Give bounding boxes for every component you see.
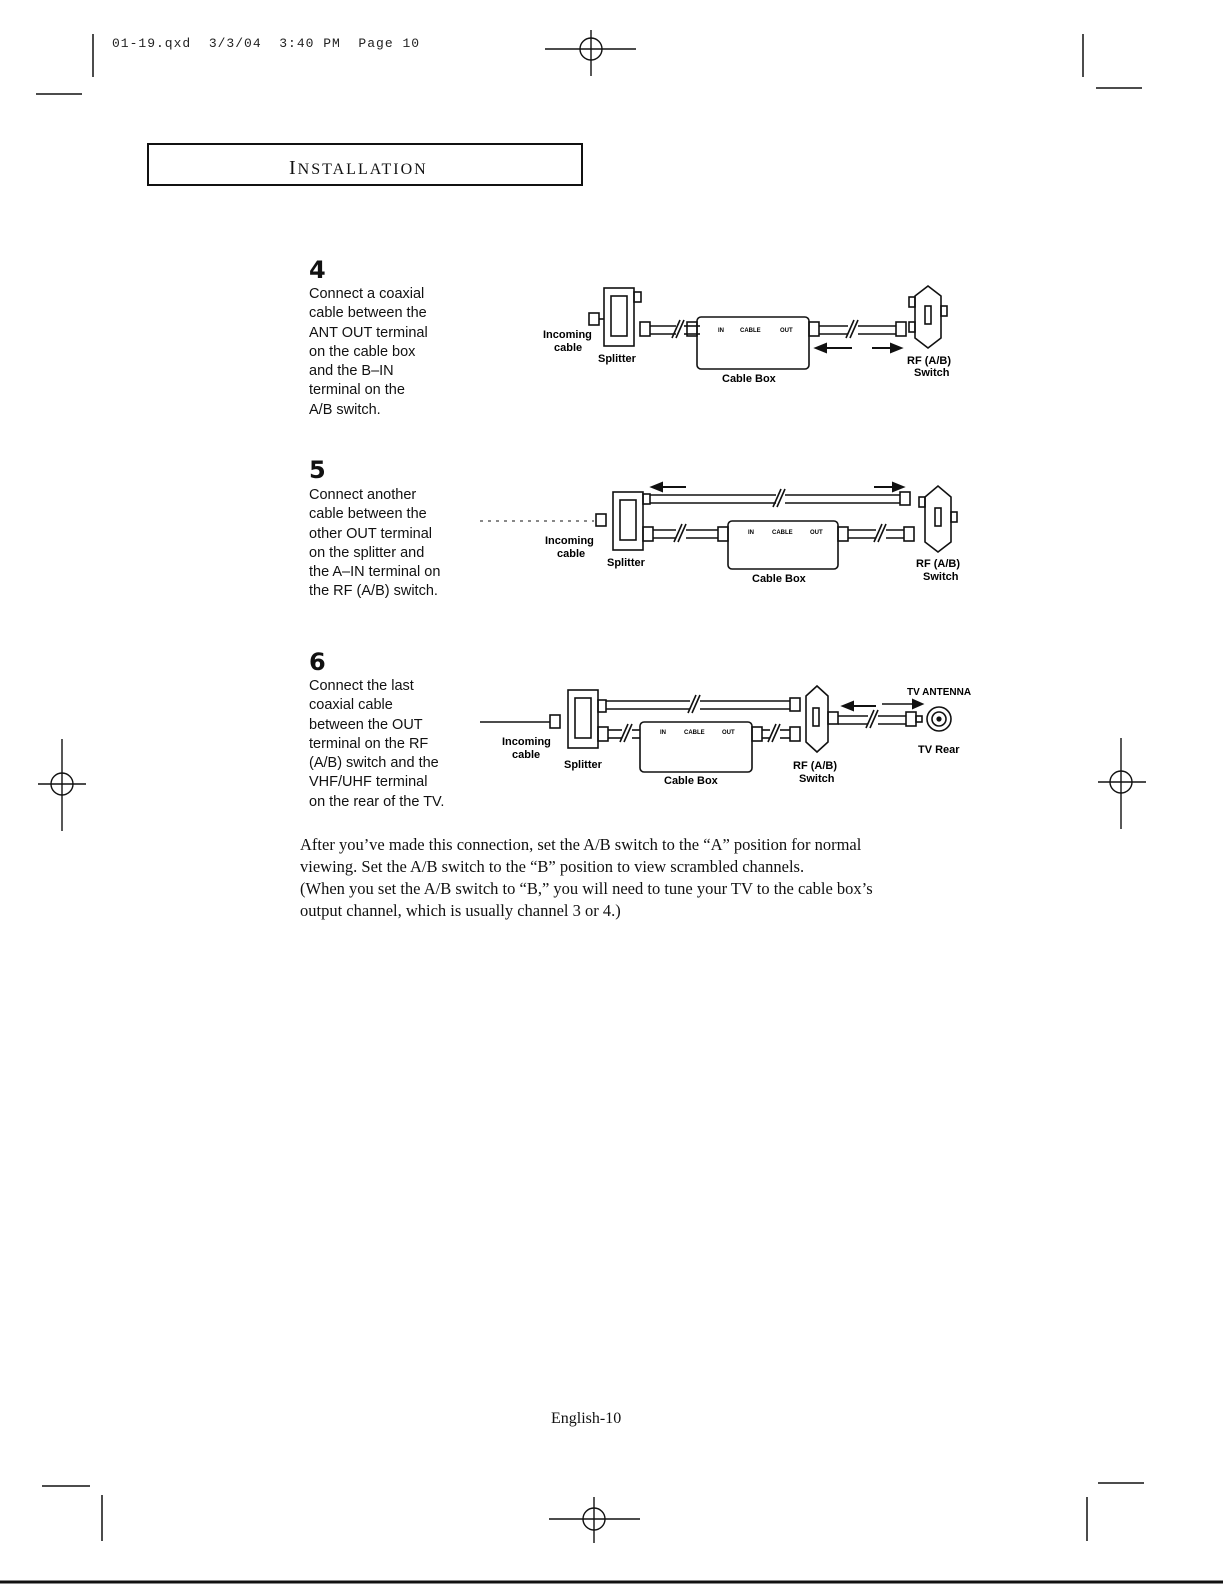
svg-text:Switch: Switch (799, 773, 835, 785)
svg-text:CABLE: CABLE (740, 328, 761, 334)
svg-text:IN: IN (748, 530, 754, 536)
svg-text:RF (A/B): RF (A/B) (916, 558, 960, 570)
svg-text:Switch: Switch (923, 571, 959, 583)
incoming-label: Incoming (543, 329, 592, 341)
svg-text:Switch: Switch (914, 367, 950, 379)
step-5-number: 5 (309, 456, 326, 484)
svg-text:Cable Box: Cable Box (752, 573, 806, 585)
step-5-instructions: Connect another cable between the other OUT terminal on the splitter and the A–IN terminal on the RF (A/B) switch. (309, 487, 441, 600)
svg-text:Splitter: Splitter (607, 557, 645, 569)
page-number: English-10 (551, 1410, 622, 1427)
svg-text:Splitter: Splitter (598, 353, 636, 365)
svg-text:RF (A/B): RF (A/B) (793, 760, 837, 772)
svg-text:cable: cable (557, 548, 586, 560)
svg-text:CABLE: CABLE (684, 730, 705, 736)
svg-text:Cable Box: Cable Box (722, 373, 776, 385)
svg-text:CABLE: CABLE (772, 530, 793, 536)
svg-text:TV Rear: TV Rear (918, 744, 960, 756)
print-slug: 01-19.qxd 3/3/04 3:40 PM Page 10 (112, 36, 421, 51)
step-6-instructions: Connect the last coaxial cable between the OUT terminal on the RF (A/B) switch and the VHF/UHF terminal on the rear of the TV. (309, 678, 445, 810)
section-title: INSTALLATION (289, 157, 428, 179)
svg-text:Incoming: Incoming (502, 736, 551, 748)
svg-text:OUT: OUT (810, 530, 823, 536)
svg-text:cable: cable (512, 749, 541, 761)
svg-text:OUT: OUT (722, 730, 735, 736)
svg-text:Splitter: Splitter (564, 759, 602, 771)
step-4-number: 4 (309, 256, 326, 284)
svg-text:IN: IN (718, 328, 724, 334)
closing-paragraph: After you’ve made this connection, set the A/B switch to the “A” position for normal viewing. Set the A/B switch to the “B” position to view scrambled channels. (When you set the A/B switch to “B,” you will need to tune your TV to the cable box’s output channel, which is usually channel 3 or 4.) (300, 835, 873, 920)
svg-text:TV ANTENNA: TV ANTENNA (907, 687, 972, 698)
svg-text:cable: cable (554, 342, 583, 354)
step-6-number: 6 (309, 648, 326, 676)
svg-text:IN: IN (660, 730, 666, 736)
svg-text:Incoming: Incoming (545, 535, 594, 547)
svg-text:OUT: OUT (780, 328, 793, 334)
step-4-instructions: Connect a coaxial cable between the ANT OUT terminal on the cable box and the B–IN terminal on the A/B switch. (309, 286, 428, 418)
svg-text:Cable Box: Cable Box (664, 775, 718, 787)
svg-text:RF (A/B): RF (A/B) (907, 355, 951, 367)
